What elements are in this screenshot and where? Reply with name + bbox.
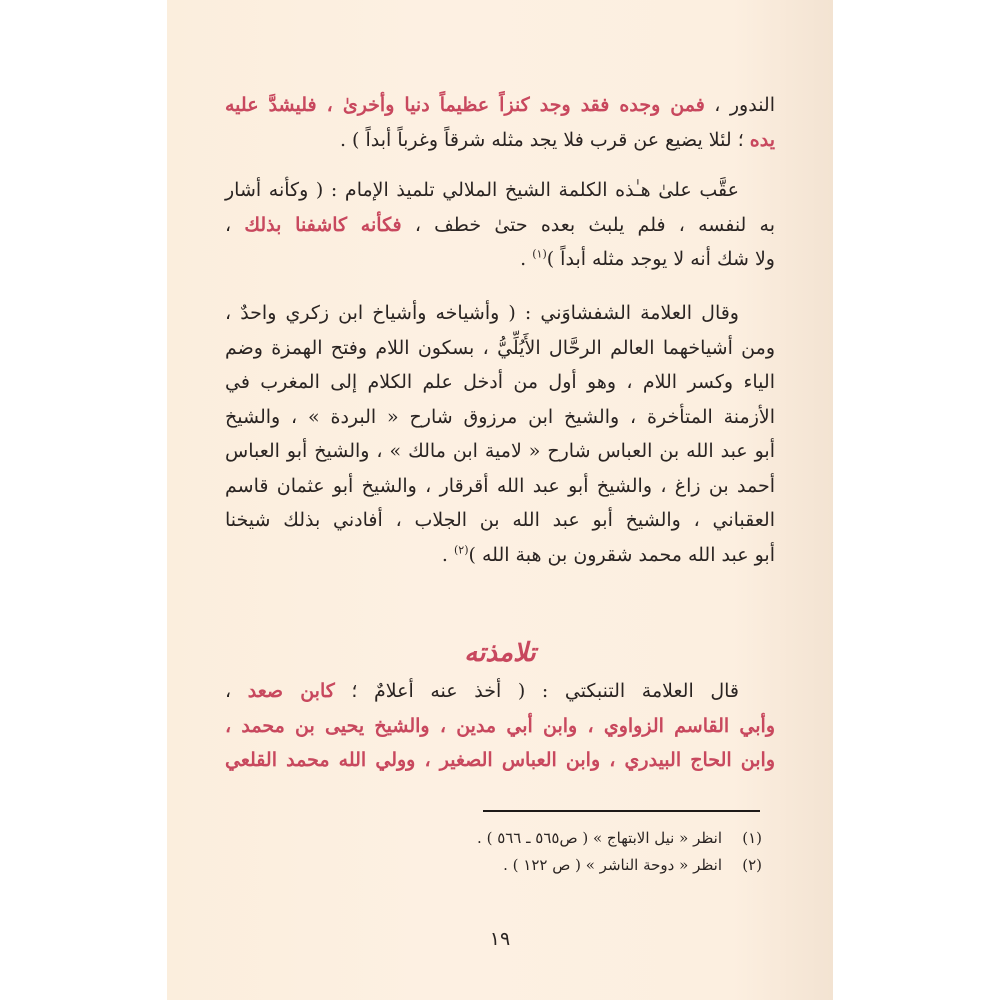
text-span: . — [520, 248, 533, 270]
p3-line-3: الياء وكسر اللام ، وهو أول من أدخل علم الكلام إلى المغرب في — [225, 371, 775, 393]
p3-line-1: وقال العلامة الشفشاوَني : ( وأشياخه وأشياخ ابن زكري واحدٌ ، — [225, 302, 739, 324]
p3-line-4: الأزمنة المتأخرة ، والشيخ ابن مرزوق شارح « البردة » ، والشيخ — [225, 405, 775, 428]
p4-line-1 — [225, 674, 775, 709]
p1-line-1 — [225, 88, 775, 123]
p3-line-2: ومن أشياخهما العالم الرحَّال الأَيُلِّيُّ ، بسكون اللام وفتح الهمزة وضم — [225, 336, 775, 359]
book-page — [167, 0, 833, 1000]
p3-line-7: العقباني ، والشيخ أبو عبد الله بن الجلاب ، أفادني بذلك شيخنا — [225, 509, 775, 531]
footnote-number: (٢) — [742, 856, 762, 874]
p2-line-1: عقَّب علىٰ هـٰذه الكلمة الشيخ الملالي تلميذ الإمام : ( وكأنه أشار — [225, 179, 739, 201]
text-span: الندور ، — [704, 94, 775, 116]
p3-line-5: أبو عبد الله بن العباس شارح « لامية ابن مالك » ، والشيخ أبو العباس — [225, 440, 775, 462]
paragraph-1 — [225, 88, 775, 157]
footnote-ref-2[interactable]: (٢) — [454, 543, 469, 557]
section-heading: تلامذته — [464, 638, 536, 668]
text-span: . — [441, 543, 454, 566]
p2-line-2 — [225, 208, 775, 243]
footnote-text: انظر « دوحة الناشر » ( ص ١٢٢ ) . — [503, 856, 722, 874]
highlight-text: فكأنه كاشفنا بذلك — [244, 213, 402, 236]
footnote-number: (١) — [742, 829, 762, 847]
p1-line-2 — [225, 123, 775, 158]
footnote-1 — [400, 825, 762, 852]
highlight-text: يده — [749, 128, 775, 151]
footnote-divider — [483, 810, 760, 812]
text-span: ، — [225, 680, 248, 702]
p3-line-6: أحمد بن زاغ ، والشيخ أبو عبد الله أقرقار ، والشيخ أبو عثمان قاسم — [225, 474, 775, 497]
footnote-ref-1[interactable]: (١) — [532, 247, 547, 261]
text-span: به لنفسه ، فلم يلبث بعده حتىٰ خطف ، — [401, 213, 775, 236]
footnote-text: انظر « نيل الابتهاج » ( ص٥٦٥ ـ ٥٦٦ ) . — [477, 829, 722, 847]
paragraph-3 — [225, 296, 775, 572]
highlight-text: كابن صعد — [247, 680, 335, 702]
text-span: قال العلامة التنبكتي : ( أخذ عنه أعلامٌ ؛ — [334, 680, 740, 702]
highlight-text: فمن وجده فقد وجد كنزاً عظيماً دنيا وأخرىٰ ، فليشدَّ عليه — [225, 94, 705, 116]
footnote-2 — [400, 852, 762, 879]
footnotes — [400, 825, 762, 879]
p3-line-8 — [225, 538, 775, 573]
text-span: ؛ لئلا يضيع عن قرب فلا يجد مثله شرقاً وغرباً أبداً ) . — [339, 128, 750, 151]
text-span: ، — [225, 213, 245, 236]
text-span: أبو عبد الله محمد شقرون بن هبة الله ) — [468, 543, 775, 566]
paragraph-2 — [225, 173, 775, 277]
text-span: ولا شك أنه لا يوجد مثله أبداً ) — [546, 248, 775, 270]
page-number: ١٩ — [489, 928, 511, 950]
paragraph-4 — [225, 674, 775, 778]
p2-line-3 — [225, 242, 775, 277]
p4-line-3: وابن الحاج البيدري ، وابن العباس الصغير ، وولي الله محمد القلعي — [225, 749, 775, 771]
p4-line-2: وأبي القاسم الزواوي ، وابن أبي مدين ، والشيخ يحيى بن محمد ، — [225, 714, 775, 737]
